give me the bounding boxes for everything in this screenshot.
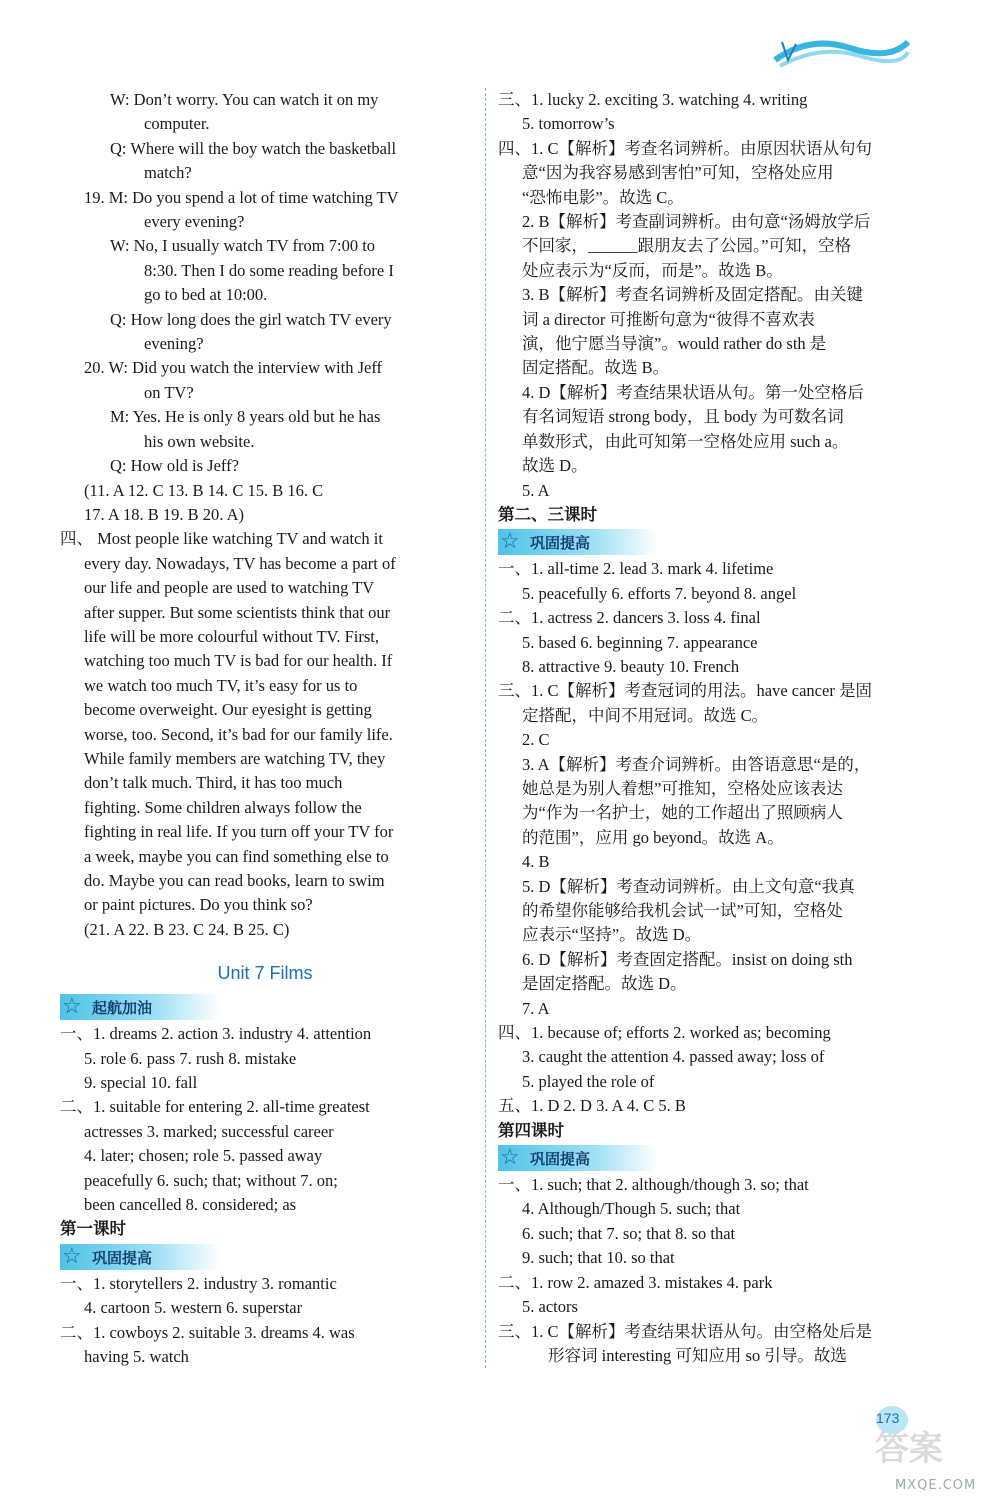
text-line: do. Maybe you can read books, learn to swim [84,871,385,890]
text-line: evening? [144,334,204,354]
text-line: every evening? [144,212,245,232]
text-line: on TV? [144,382,194,402]
text-line: 有名词短语 strong body，且 body 为可数名词 [522,407,844,427]
text-line: peacefully 6. such; that; without 7. on; [84,1170,338,1190]
text-line: 4. D【解析】考查结果状语从句。第一处空格后 [522,382,864,402]
text-line: 6. D【解析】考查固定搭配。insist on doing sth [522,949,853,969]
text-line: 5. actors [522,1297,578,1317]
text-line: 8:30. Then I do some reading before I [144,260,394,280]
text-line: 5. peacefully 6. efforts 7. beyond 8. angel [522,583,797,603]
text-line: While family members are watching TV, they [84,748,386,768]
text-line: our life and people are used to watching TV [84,578,375,598]
text-line: W: Don’t worry. You can watch it on my [110,90,379,109]
text-line: Q: How long does the girl watch TV every [110,309,392,329]
text-line: (21. A 22. B 23. C 24. B 25. C) [84,919,290,939]
text-line: 5. A [522,480,550,500]
text-line: 一、1. all-time 2. lead 3. mark 4. lifetime [498,559,774,579]
svg-text:答案: 答案 [875,1429,943,1469]
text-line: 为“作为一名护士，她的工作超出了照顾病人 [522,803,843,823]
left-column [60,88,470,1370]
text-line: 的希望你能够给我机会试一试”可知，空格处 [522,901,843,920]
text-line: 三、1. lucky 2. exciting 3. watching 4. writing [498,90,808,109]
text-line: 4. later; chosen; role 5. passed away [84,1146,323,1166]
text-line: his own website. [144,431,255,451]
left-block-2 [60,1022,470,1217]
text-line: match? [144,163,192,183]
text-line: 5. played the role of [522,1071,655,1091]
star-icon: ☆ [62,1242,82,1268]
text-line: 不回家，______跟朋友去了公园。”可知，空格 [522,236,852,256]
text-line: 她总是为别人着想”可推知，空格处应该表达 [522,778,843,798]
section-banner [60,1244,220,1270]
lesson-title: 第一课时 [60,1219,126,1239]
text-line: fighting in real life. If you turn off your TV for [84,822,394,842]
text-line: 二、1. actress 2. dancers 3. loss 4. final [498,608,761,628]
text-line: M: Yes. He is only 8 years old but he has [110,407,381,427]
column-divider [485,88,486,1368]
text-line: 词 a director 可推断句意为“彼得不喜欢表 [522,309,815,329]
banner-label: 巩固提高 [530,1150,591,1169]
text-line: become overweight. Our eyesight is getting [84,700,372,720]
text-line: 的范围”，应用 go beyond。故选 A。 [522,827,784,847]
text-line: 四、1. C【解析】考查名词辨析。由原因状语从句句 [498,138,873,158]
header-wave-decoration [770,30,910,70]
text-line: watching too much TV is bad for our health. If [84,651,393,671]
text-line: 17. A 18. B 19. B 20. A) [84,504,244,524]
text-line: 一、1. dreams 2. action 3. industry 4. attention [60,1024,372,1044]
star-icon: ☆ [500,1144,520,1170]
text-line: every day. Nowadays, TV has become a part of [84,553,396,573]
text-line: 20. W: Did you watch the interview with Jeff [84,358,383,378]
text-line: “恐怖电影”。故选 C。 [522,187,684,207]
text-line: 四、 Most people like watching TV and watch it [60,529,383,549]
text-line: 故选 D。 [522,456,588,476]
text-line: 意“因为我容易感到害怕”可知，空格处应用 [522,163,834,183]
text-line: 3. B【解析】考查名词辨析及固定搭配。由关键 [522,285,864,305]
text-line: 一、1. storytellers 2. industry 3. romantic [60,1273,337,1293]
text-line: 三、1. C【解析】考查冠词的用法。have cancer 是固 [498,681,872,701]
text-line: having 5. watch [84,1347,189,1367]
text-line: or paint pictures. Do you think so? [84,895,313,915]
text-line: 4. Although/Though 5. such; that [522,1199,741,1219]
text-line: actresses 3. marked; successful career [84,1121,334,1141]
banner-label: 起航加油 [92,999,153,1018]
text-line: 单数形式，由此可知第一空格处应用 such a。 [522,431,849,451]
text-line: been cancelled 8. considered; as [84,1195,297,1215]
star-icon: ☆ [62,993,82,1019]
text-line: Q: Where will the boy watch the basketball [110,138,397,158]
text-line: 5. based 6. beginning 7. appearance [522,632,758,652]
text-line: 9. such; that 10. so that [522,1248,675,1268]
section-banner [498,529,658,555]
text-line: 二、1. cowboys 2. suitable 3. dreams 4. was [60,1322,355,1342]
text-line: 定搭配，中间不用冠词。故选 C。 [522,705,769,725]
text-line: 处应表示为“反而，而是”。故选 B。 [522,260,783,280]
text-line: 演，他宁愿当导演”。would rather do sth 是 [522,334,827,354]
text-line: Q: How old is Jeff? [110,456,239,476]
text-line: W: No, I usually watch TV from 7:00 to [110,236,376,256]
text-line: 形容词 interesting 可知应用 so 引导。故选 [548,1345,847,1365]
text-line: 8. attractive 9. beauty 10. French [522,656,740,676]
star-icon: ☆ [500,528,520,554]
section-banner [60,994,220,1020]
text-line: 固定搭配。故选 B。 [522,358,670,378]
unit-title: Unit 7 Films [217,963,313,984]
text-line: 五、1. D 2. D 3. A 4. C 5. B [498,1096,686,1116]
section-banner [498,1145,658,1171]
text-line: 一、1. such; that 2. although/though 3. so; that [498,1175,809,1195]
text-line: computer. [144,114,210,134]
text-line: go to bed at 10:00. [144,285,268,305]
text-line: 5. D【解析】考查动词辨析。由上文句意“我真 [522,876,855,896]
left-block-3 [60,1272,470,1370]
text-line: 9. special 10. fall [84,1073,198,1093]
text-line: 7. A [522,998,550,1018]
lesson-title: 第四课时 [498,1120,564,1140]
text-line: 5. tomorrow’s [522,114,615,134]
text-line: a week, maybe you can find something else to [84,846,389,866]
text-line: worse, too. Second, it’s bad for our family life. [84,724,393,744]
text-line: 4. B [522,852,550,872]
banner-label: 巩固提高 [92,1248,153,1267]
text-line: 是固定搭配。故选 D。 [522,974,687,994]
text-line: we watch too much TV, it’s easy for us to [84,675,358,695]
text-line: don’t talk much. Third, it has too much [84,773,343,793]
text-line: 3. A【解析】考查介词辨析。由答语意思“是的， [522,754,871,774]
text-line: 3. caught the attention 4. passed away; loss of [522,1047,825,1067]
right-block-3 [498,1173,913,1368]
text-line: 6. such; that 7. so; that 8. so that [522,1223,736,1243]
text-line: 19. M: Do you spend a lot of time watching TV [84,187,399,207]
text-line: 4. cartoon 5. western 6. superstar [84,1298,303,1318]
lesson-title: 第二、三课时 [498,504,597,524]
text-line: 5. role 6. pass 7. rush 8. mistake [84,1048,297,1068]
text-line: 2. C [522,730,550,750]
text-line: 二、1. suitable for entering 2. all-time greatest [60,1097,370,1117]
right-block-1 [498,88,913,503]
text-line: 三、1. C【解析】考查结果状语从句。由空格处后是 [498,1321,873,1341]
banner-label: 巩固提高 [530,534,591,553]
text-line: life will be more colourful without TV. First, [84,626,379,646]
right-block-2 [498,557,913,1118]
text-line: after supper. But some scientists think that our [84,602,391,622]
text-line: 应表示“坚持”。故选 D。 [522,925,702,945]
text-line: (11. A 12. C 13. B 14. C 15. B 16. C [84,480,324,500]
text-line: 二、1. row 2. amazed 3. mistakes 4. park [498,1272,773,1292]
text-line: 四、1. because of; efforts 2. worked as; becoming [498,1023,831,1043]
text-line: fighting. Some children always follow the [84,797,362,817]
right-column [498,88,913,1368]
left-block-1 [60,88,470,942]
page-number: 173 [876,1410,900,1426]
watermark-text: MXQE.COM [895,1478,977,1493]
text-line: 2. B【解析】考查副词辨析。由句意“汤姆放学后 [522,212,871,232]
